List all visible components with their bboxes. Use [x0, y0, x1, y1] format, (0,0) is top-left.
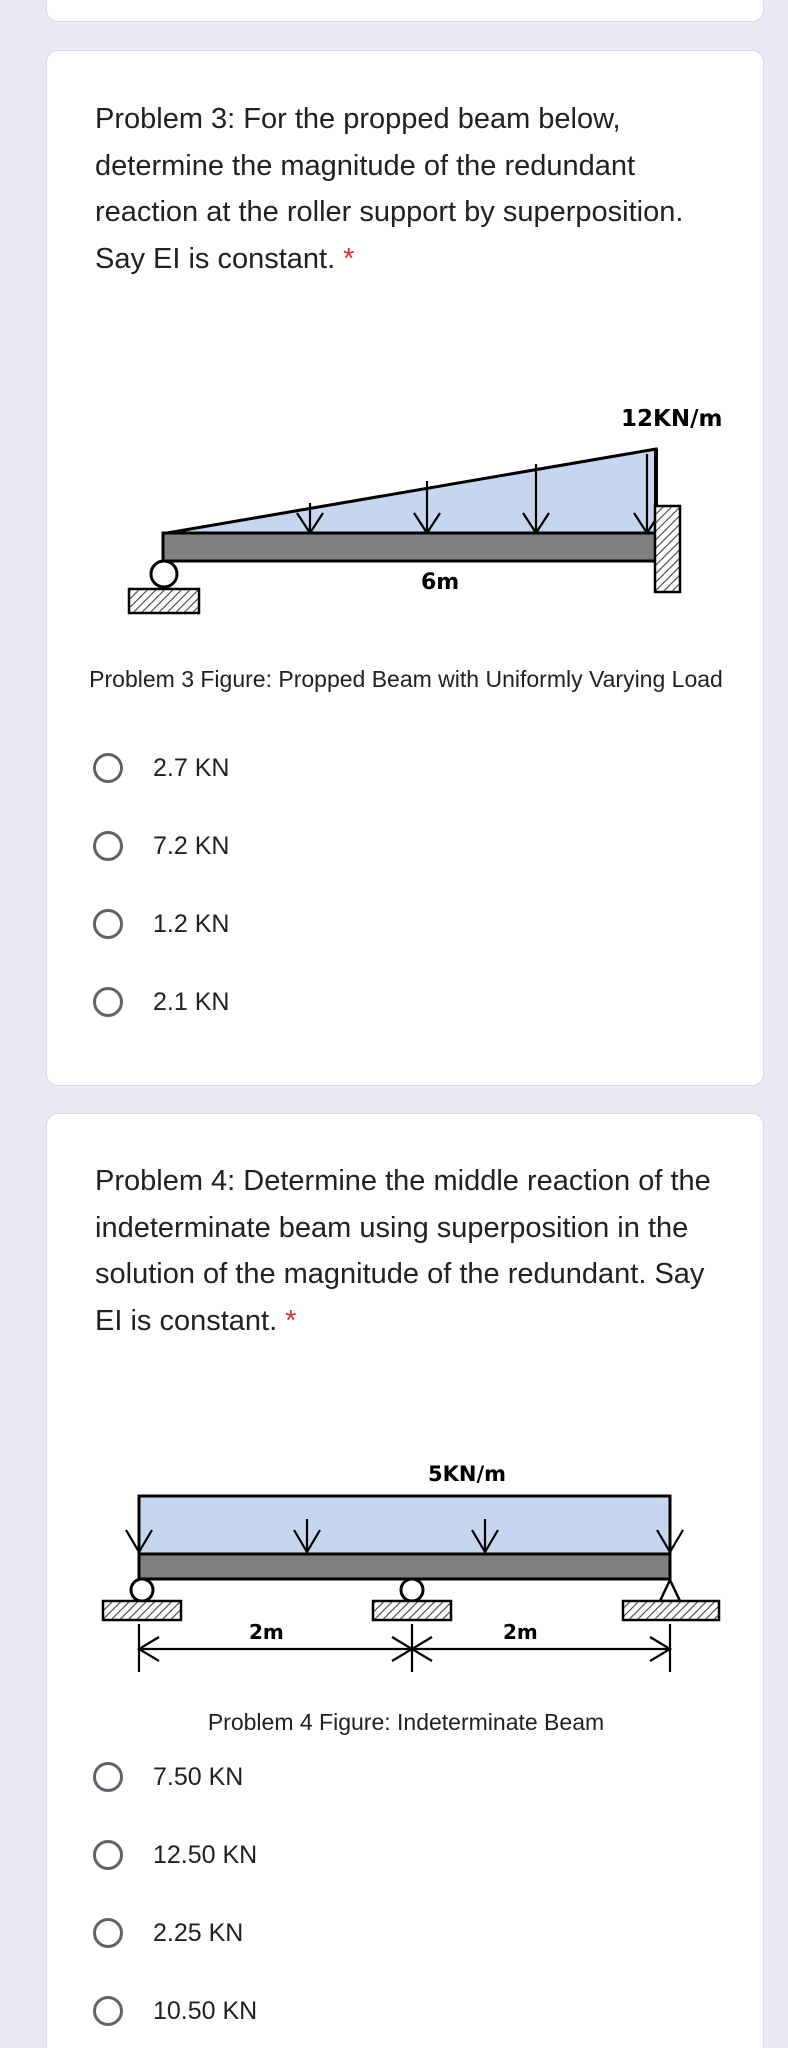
radio-button[interactable] [93, 831, 123, 861]
option-label: 10.50 KN [153, 1996, 258, 2025]
required-asterisk: * [343, 242, 355, 275]
roller-support [129, 561, 199, 613]
load-label: 5KN/m [428, 1462, 507, 1486]
answer-option-1[interactable] [93, 743, 229, 793]
option-label: 2.1 KN [153, 987, 230, 1016]
answer-option-2[interactable] [93, 821, 229, 871]
radio-button[interactable] [93, 1918, 123, 1948]
answer-option-3[interactable] [93, 899, 229, 949]
radio-button[interactable] [93, 909, 123, 939]
option-label: 12.50 KN [153, 1840, 258, 1869]
answer-option-4[interactable] [93, 977, 229, 1027]
figure-caption-problem-4: Problem 4 Figure: Indeterminate Beam [207, 1709, 605, 1735]
span-label: 6m [421, 570, 460, 595]
question-text-problem-4: Problem 4: Determine the middle reaction of the indeterminate beam using superposition in the solution of the magnitude of the redundant. Say EI is constant. * [95, 1165, 711, 1337]
span-label-left: 2m [249, 1620, 284, 1644]
left-roller-support [103, 1579, 181, 1620]
option-label: 2.7 KN [153, 753, 230, 782]
answer-option-3[interactable] [93, 1908, 243, 1958]
radio-button[interactable] [93, 1762, 123, 1792]
answer-option-1[interactable] [93, 1752, 243, 1802]
question-text-problem-3: Problem 3: For the propped beam below, determine the magnitude of the redundant reaction at the roller support by superposition. Say EI is constant. * [95, 103, 684, 275]
propped-beam-figure [107, 341, 727, 671]
required-asterisk: * [285, 1304, 297, 1337]
span-label-right: 2m [503, 1620, 538, 1644]
uniform-load [139, 1496, 670, 1554]
right-pin-support [623, 1580, 719, 1620]
radio-button[interactable] [93, 987, 123, 1017]
answer-option-4[interactable] [93, 1986, 257, 2036]
radio-button[interactable] [93, 1840, 123, 1870]
fixed-wall-support [655, 506, 680, 592]
answer-option-2[interactable] [93, 1830, 257, 1880]
previous-question-card [46, 0, 764, 22]
option-label: 7.50 KN [153, 1762, 244, 1791]
question-card-problem-3 [46, 50, 764, 1086]
option-label: 2.25 KN [153, 1918, 244, 1947]
beam [139, 1554, 670, 1579]
load-label: 12KN/m [621, 406, 723, 432]
beam [163, 533, 656, 561]
option-label: 1.2 KN [153, 909, 230, 938]
indeterminate-beam-figure [91, 1444, 731, 1714]
radio-button[interactable] [93, 1996, 123, 2026]
triangular-load [167, 449, 656, 533]
middle-roller-support [373, 1579, 451, 1620]
figure-caption-problem-3: Problem 3 Figure: Propped Beam with Uniformly Varying Load [89, 666, 723, 692]
question-card-problem-4 [46, 1113, 764, 2048]
radio-button[interactable] [93, 753, 123, 783]
dimension-line [139, 1624, 670, 1672]
option-label: 7.2 KN [153, 831, 230, 860]
